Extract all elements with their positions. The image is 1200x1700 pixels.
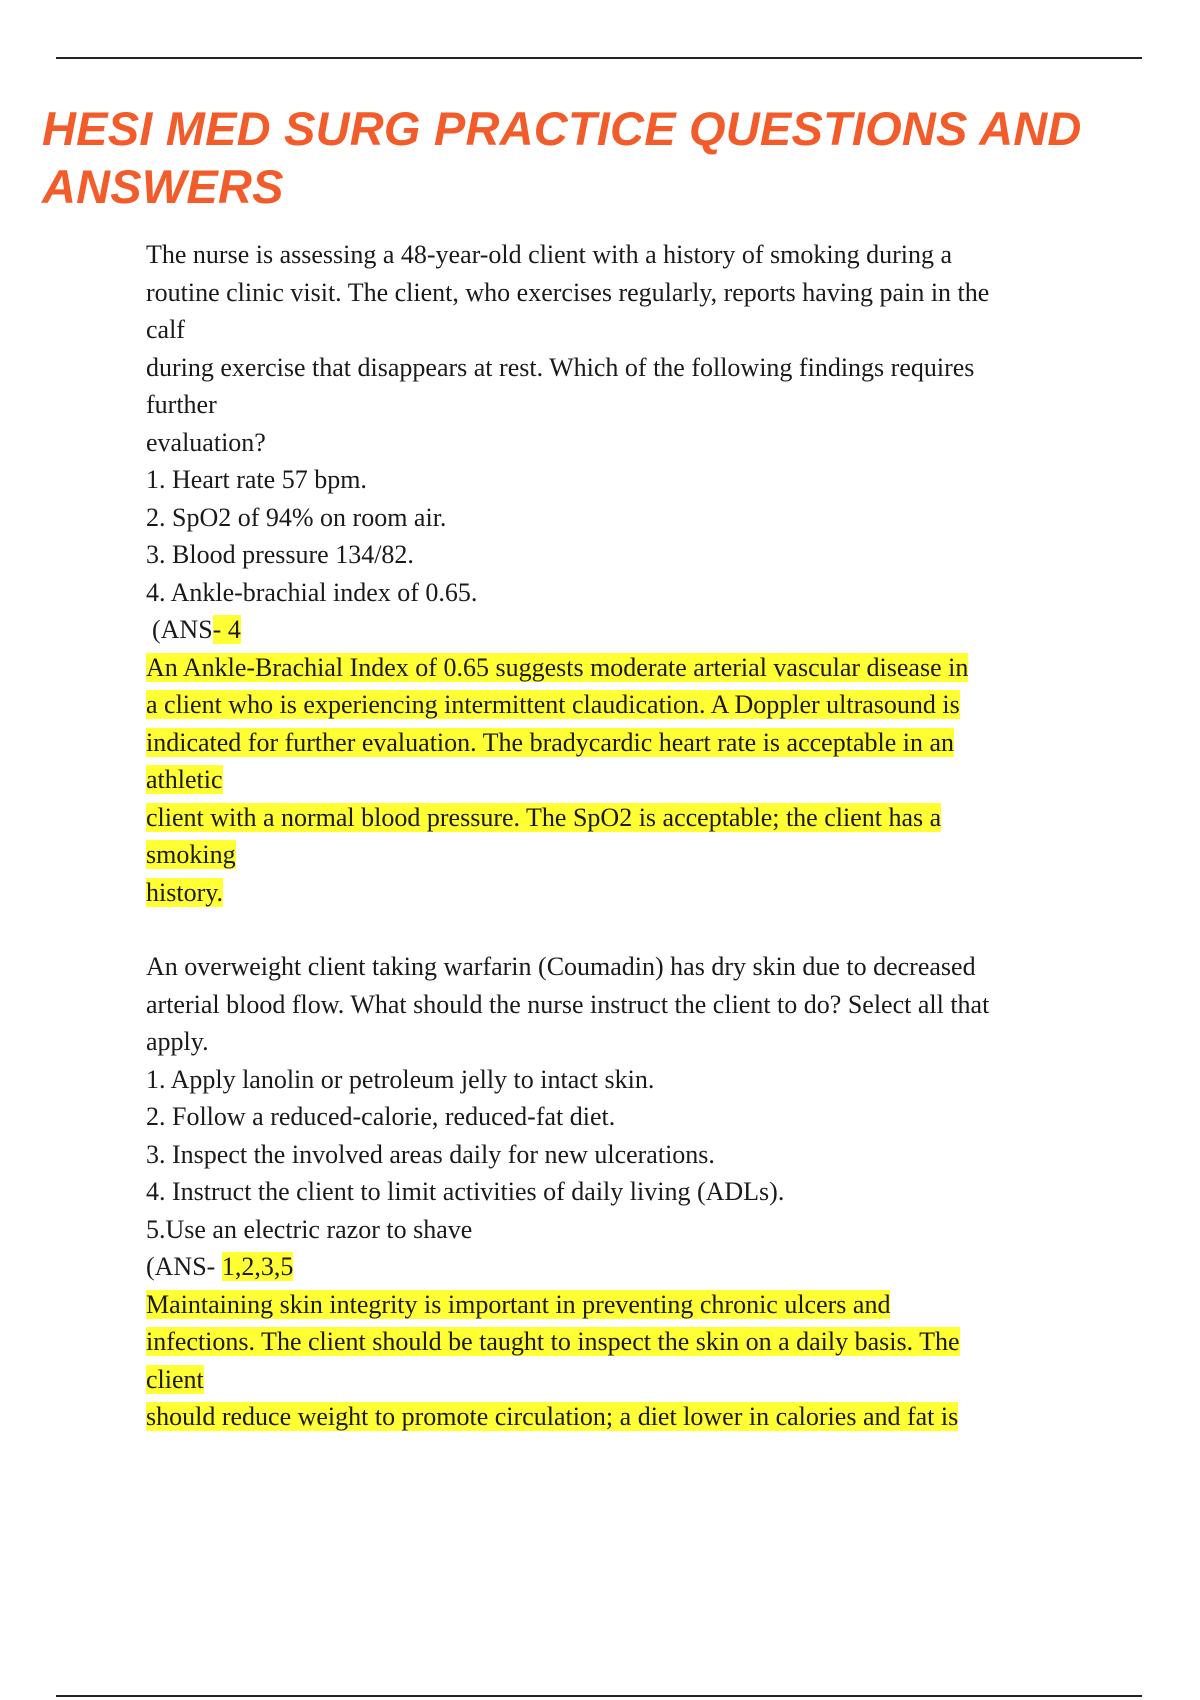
stem-line: An overweight client taking warfarin (Coumadin) has dry skin due to decreased — [146, 952, 976, 981]
stem-line: during exercise that disappears at rest. Which of the following findings requires — [146, 352, 975, 382]
stem-line: further — [146, 390, 217, 419]
rationale-line: client — [146, 1364, 204, 1394]
question-1-rationale — [146, 649, 1086, 912]
answer-value: 1,2,3,5 — [221, 1252, 294, 1281]
stem-line: calf — [146, 315, 185, 344]
rationale-line: An Ankle-Brachial Index of 0.65 suggests moderate arterial vascular disease in — [146, 652, 969, 682]
stem-line: arterial blood flow. What should the nurse instruct the client to do? Select all that — [146, 989, 990, 1019]
option-item: 5.Use an electric razor to shave — [146, 1214, 473, 1244]
rationale-line: athletic — [146, 765, 223, 794]
stem-line: routine clinic visit. The client, who exercises regularly, reports having pain in the — [146, 277, 990, 307]
rationale-line: client with a normal blood pressure. The SpO2 is acceptable; the client has a — [146, 802, 942, 832]
question-1-options — [146, 461, 1086, 611]
answer-prefix: (ANS- — [146, 1252, 222, 1281]
question-2-answer — [146, 1248, 1086, 1286]
rationale-line: history. — [146, 877, 224, 907]
option-item: 3. Blood pressure 134/82. — [146, 540, 414, 569]
option-item: 3. Inspect the involved areas daily for new ulcerations. — [146, 1139, 715, 1169]
question-2-rationale — [146, 1286, 1086, 1436]
question-2 — [146, 948, 1086, 1436]
question-1-answer — [146, 611, 1086, 649]
answer-prefix: (ANS — [152, 615, 213, 644]
top-rule — [56, 57, 1142, 59]
option-item: 2. Follow a reduced-calorie, reduced-fat diet. — [146, 1102, 616, 1131]
rationale-line: Maintaining skin integrity is important in preventing chronic ulcers and — [146, 1289, 891, 1319]
rationale-line: infections. The client should be taught to inspect the skin on a daily basis. The — [146, 1327, 960, 1356]
question-1 — [146, 236, 1086, 911]
rationale-line: a client who is experiencing intermittent claudication. A Doppler ultrasound is — [146, 690, 960, 719]
rationale-line: smoking — [146, 840, 236, 869]
stem-line: apply. — [146, 1027, 209, 1056]
rationale-line: should reduce weight to promote circulation; a diet lower in calories and fat is — [146, 1402, 959, 1431]
title-line-1: HESI MED SURG PRACTICE QUESTIONS AND — [42, 102, 1082, 155]
section-gap — [146, 911, 1086, 948]
rationale-line: indicated for further evaluation. The bradycardic heart rate is acceptable in an — [146, 727, 955, 757]
question-1-stem — [146, 236, 1086, 461]
stem-line: The nurse is assessing a 48-year-old client with a history of smoking during a — [146, 240, 953, 269]
option-item: 1. Apply lanolin or petroleum jelly to intact skin. — [146, 1064, 655, 1094]
bottom-rule — [56, 1695, 1142, 1697]
option-item: 2. SpO2 of 94% on room air. — [146, 502, 447, 532]
document-title — [42, 100, 1162, 216]
option-item: 4. Instruct the client to limit activities of daily living (ADLs). — [146, 1177, 785, 1206]
answer-value: - 4 — [212, 615, 241, 644]
title-line-2: ANSWERS — [42, 160, 284, 213]
document-body — [146, 236, 1086, 1436]
stem-line: evaluation? — [146, 427, 266, 457]
question-2-stem — [146, 948, 1086, 1061]
question-2-options — [146, 1061, 1086, 1249]
option-item: 1. Heart rate 57 bpm. — [146, 465, 367, 494]
option-item: 4. Ankle-brachial index of 0.65. — [146, 577, 478, 607]
